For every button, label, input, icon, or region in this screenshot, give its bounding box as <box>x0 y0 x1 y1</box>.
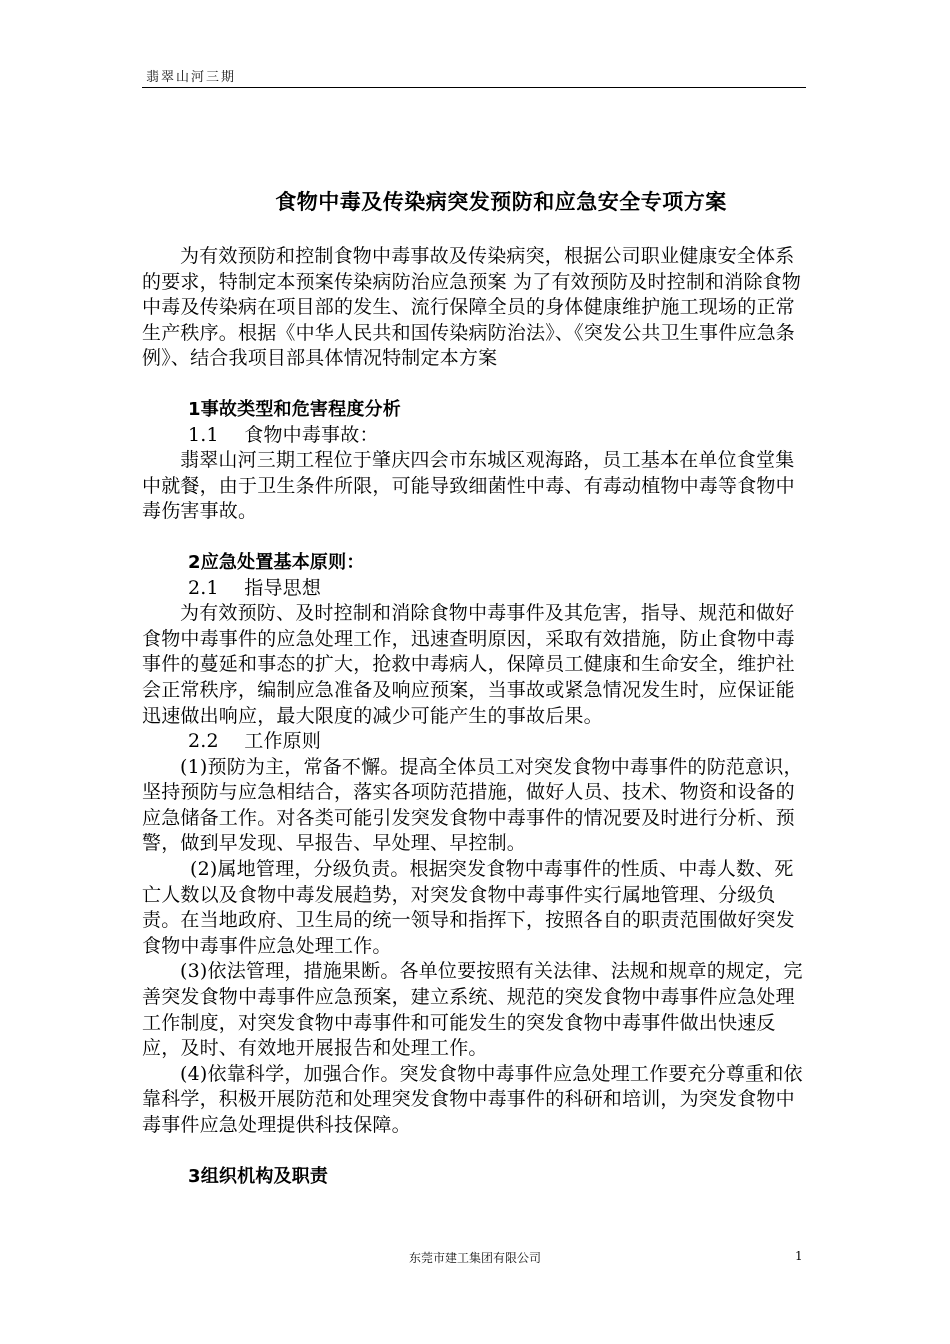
intro-paragraph: 为有效预防和控制食物中毒事故及传染病突，根据公司职业健康安全体系的要求，特制定本预案传染病防治应急预案 为了有效预防及时控制和消除食物中毒及传染病在项目部的发生、流行保障全员的身体健康维护施工现场的正常生产秩序。根据《中华人民共和国传染病防治法》、《突发公共卫生事件应急条例》、结合我项目部具体情况特制定本方案 <box>142 245 802 370</box>
principle-2: (2)属地管理，分级负责。根据突发食物中毒事件的性质、中毒人数、死亡人数以及食物中毒发展趋势，对突发食物中毒事件实行属地管理、分级负责。在当地政府、卫生局的统一领导和指挥下，按照各自的职责范围做好突发食物中毒事件应急处理工作。 <box>142 858 795 957</box>
document-body <box>142 244 808 1189</box>
section-2-heading: 2应急处置基本原则： <box>188 551 365 573</box>
section-2-1-text: 为有效预防、及时控制和消除食物中毒事件及其危害，指导、规范和做好食物中毒事件的应急处理工作，迅速查明原因，采取有效措施，防止食物中毒事件的蔓延和事态的扩大，抢救中毒病人，保障员工健康和生命安全，维护社会正常秩序，编制应急准备及响应预案，当事故或紧急情况发生时，应保证能迅速做出响应，最大限度的减少可能产生的事故后果。 <box>142 602 795 727</box>
footer-company: 东莞市建工集团有限公司 <box>408 1251 541 1265</box>
header-rule <box>142 87 806 88</box>
principle-4: (4)依靠科学，加强合作。突发食物中毒事件应急处理工作要充分尊重和依靠科学，积极开展防范和处理突发食物中毒事件的科研和培训，为突发食物中毒事件应急处理提供科技保障。 <box>142 1062 803 1136</box>
document-title: 食物中毒及传染病突发预防和应急安全专项方案 <box>275 190 727 214</box>
section-3-heading: 3组织机构及职责 <box>188 1165 329 1187</box>
header-project-name: 翡翠山河三期 <box>146 70 237 85</box>
section-1-1-text: 翡翠山河三期工程位于肇庆四会市东城区观海路，员工基本在单位食堂集中就餐，由于卫生条件所限，可能导致细菌性中毒、有毒动植物中毒等食物中毒伤害事故。 <box>142 449 795 523</box>
section-1-heading: 1事故类型和危害程度分析 <box>188 398 401 420</box>
principle-1: (1)预防为主，常备不懈。提高全体员工对突发食物中毒事件的防范意识，坚持预防与应急相结合，落实各项防范措施，做好人员、技术、物资和设备的应急储备工作。对各类可能引发突发食物中毒事件的情况要及时进行分析、预警，做到早发现、早报告、早处理、早控制。 <box>142 755 803 855</box>
section-1-1-heading: 1.1 食物中毒事故： <box>188 423 379 446</box>
principle-3: (3)依法管理，措施果断。各单位要按照有关法律、法规和规章的规定，完善突发食物中毒事件应急预案，建立系统、规范的突发食物中毒事件应急处理工作制度，对突发食物中毒事件和可能发生的突发食物中毒事件做出快速反应，及时、有效地开展报告和处理工作。 <box>142 960 803 1060</box>
page-number: 1 <box>795 1249 803 1263</box>
section-2-2-heading: 2.2 工作原则 <box>188 730 322 753</box>
section-2-1-heading: 2.1 指导思想 <box>188 576 322 599</box>
